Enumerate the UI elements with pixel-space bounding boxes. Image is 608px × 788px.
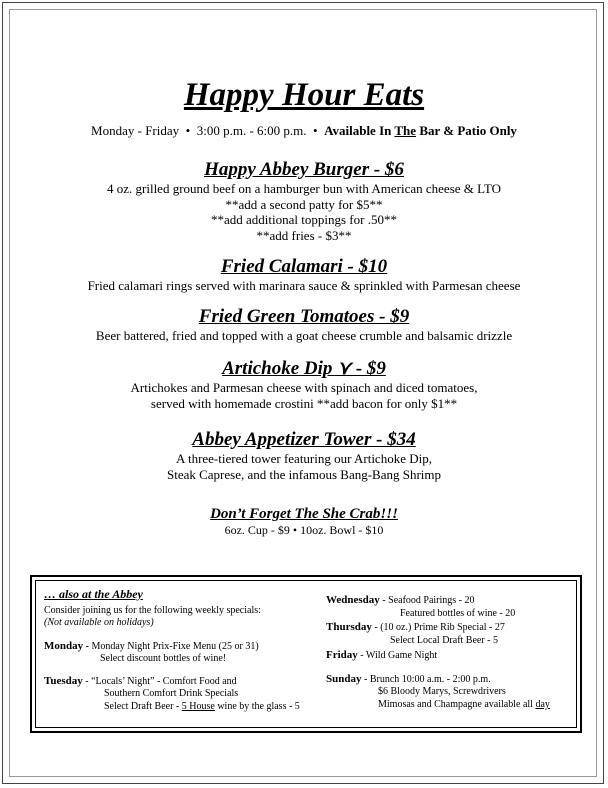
monday-special: Monday - Monday Night Prix-Fixe Menu (25 or 31)	[44, 640, 259, 652]
menu-item-appetizer-tower	[0, 429, 608, 482]
item-line: Fried calamari rings served with marinara sauce & sprinkled with Parmesan cheese	[87, 278, 521, 293]
menu-item-artichoke-dip	[0, 358, 608, 411]
item-line: **add fries - $3**	[256, 227, 352, 243]
hours-time: 3:00 p.m. - 6:00 p.m.	[196, 123, 307, 138]
thursday-special: Thursday - (10 oz.) Prime Rib Special - 27	[326, 621, 505, 633]
item-line: Steak Caprese, and the infamous Bang-Bang Shrimp	[166, 466, 442, 482]
wednesday-special-line: Featured bottles of wine - 20	[400, 608, 516, 619]
sunday-special: Sunday - Brunch 10:00 a.m. - 2:00 p.m.	[326, 673, 491, 685]
page-title: Happy Hour Eats	[183, 77, 425, 113]
specials-heading: … also at the Abbey	[44, 587, 143, 601]
bullet: •	[185, 123, 191, 138]
item-line: **add a second patty for $5**	[225, 196, 383, 212]
she-crab-title: Don’t Forget The She Crab!!!	[210, 506, 398, 522]
weekly-specials-box	[30, 575, 582, 733]
hours-line	[0, 123, 608, 139]
specials-intro: Consider joining us for the following weekly specials:	[44, 605, 261, 616]
friday-special: Friday - Wild Game Night	[326, 649, 438, 661]
menu-item-calamari	[0, 256, 608, 294]
item-name: Happy Abbey Burger - $6	[204, 159, 404, 180]
bullet: •	[313, 123, 318, 138]
tuesday-special-line: Southern Comfort Drink Specials	[104, 688, 239, 699]
wednesday-special: Wednesday - Seafood Pairings - 20	[326, 594, 475, 606]
tuesday-special-line: Select Draft Beer - 5 House wine by the glass - 5	[104, 701, 300, 712]
monday-special-line: Select discount bottles of wine!	[100, 653, 227, 664]
availability: Available In The Bar & Patio Only	[324, 123, 517, 138]
menu-item-green-tomatoes	[0, 306, 608, 344]
item-line: Artichokes and Parmesan cheese with spinach and diced tomatoes,	[130, 380, 478, 395]
specials-note: (Not available on holidays)	[44, 617, 154, 628]
item-name: Fried Calamari - $10	[220, 256, 388, 277]
item-line: 4 oz. grilled ground beef on a hamburger bun with American cheese & LTO	[107, 181, 501, 196]
tuesday-special: Tuesday - “Locals’ Night” - Comfort Food and	[44, 675, 237, 687]
item-line: Beer battered, fried and topped with a goat cheese crumble and balsamic drizzle	[95, 328, 513, 343]
item-name: Fried Green Tomatoes - $9	[198, 306, 410, 327]
thursday-special-line: Select Local Draft Beer - 5	[390, 635, 499, 646]
item-line: A three-tiered tower featuring our Artichoke Dip,	[176, 451, 432, 466]
sunday-special-line: $6 Bloody Marys, Screwdrivers	[378, 686, 506, 697]
hours-days: Monday - Friday	[91, 123, 180, 138]
she-crab-prices: 6oz. Cup - $9 • 10oz. Bowl - $10	[224, 523, 384, 537]
menu-item-burger	[0, 159, 608, 243]
item-line: **add additional toppings for .50**	[211, 212, 397, 227]
item-name: Abbey Appetizer Tower - $34	[192, 429, 416, 450]
sunday-special-line: Mimosas and Champagne available all day	[378, 699, 550, 710]
she-crab-section	[0, 505, 608, 537]
item-line: served with homemade crostini **add bacon for only $1**	[150, 395, 458, 411]
item-name: Artichoke Dip ⋎ - $9	[222, 358, 386, 379]
